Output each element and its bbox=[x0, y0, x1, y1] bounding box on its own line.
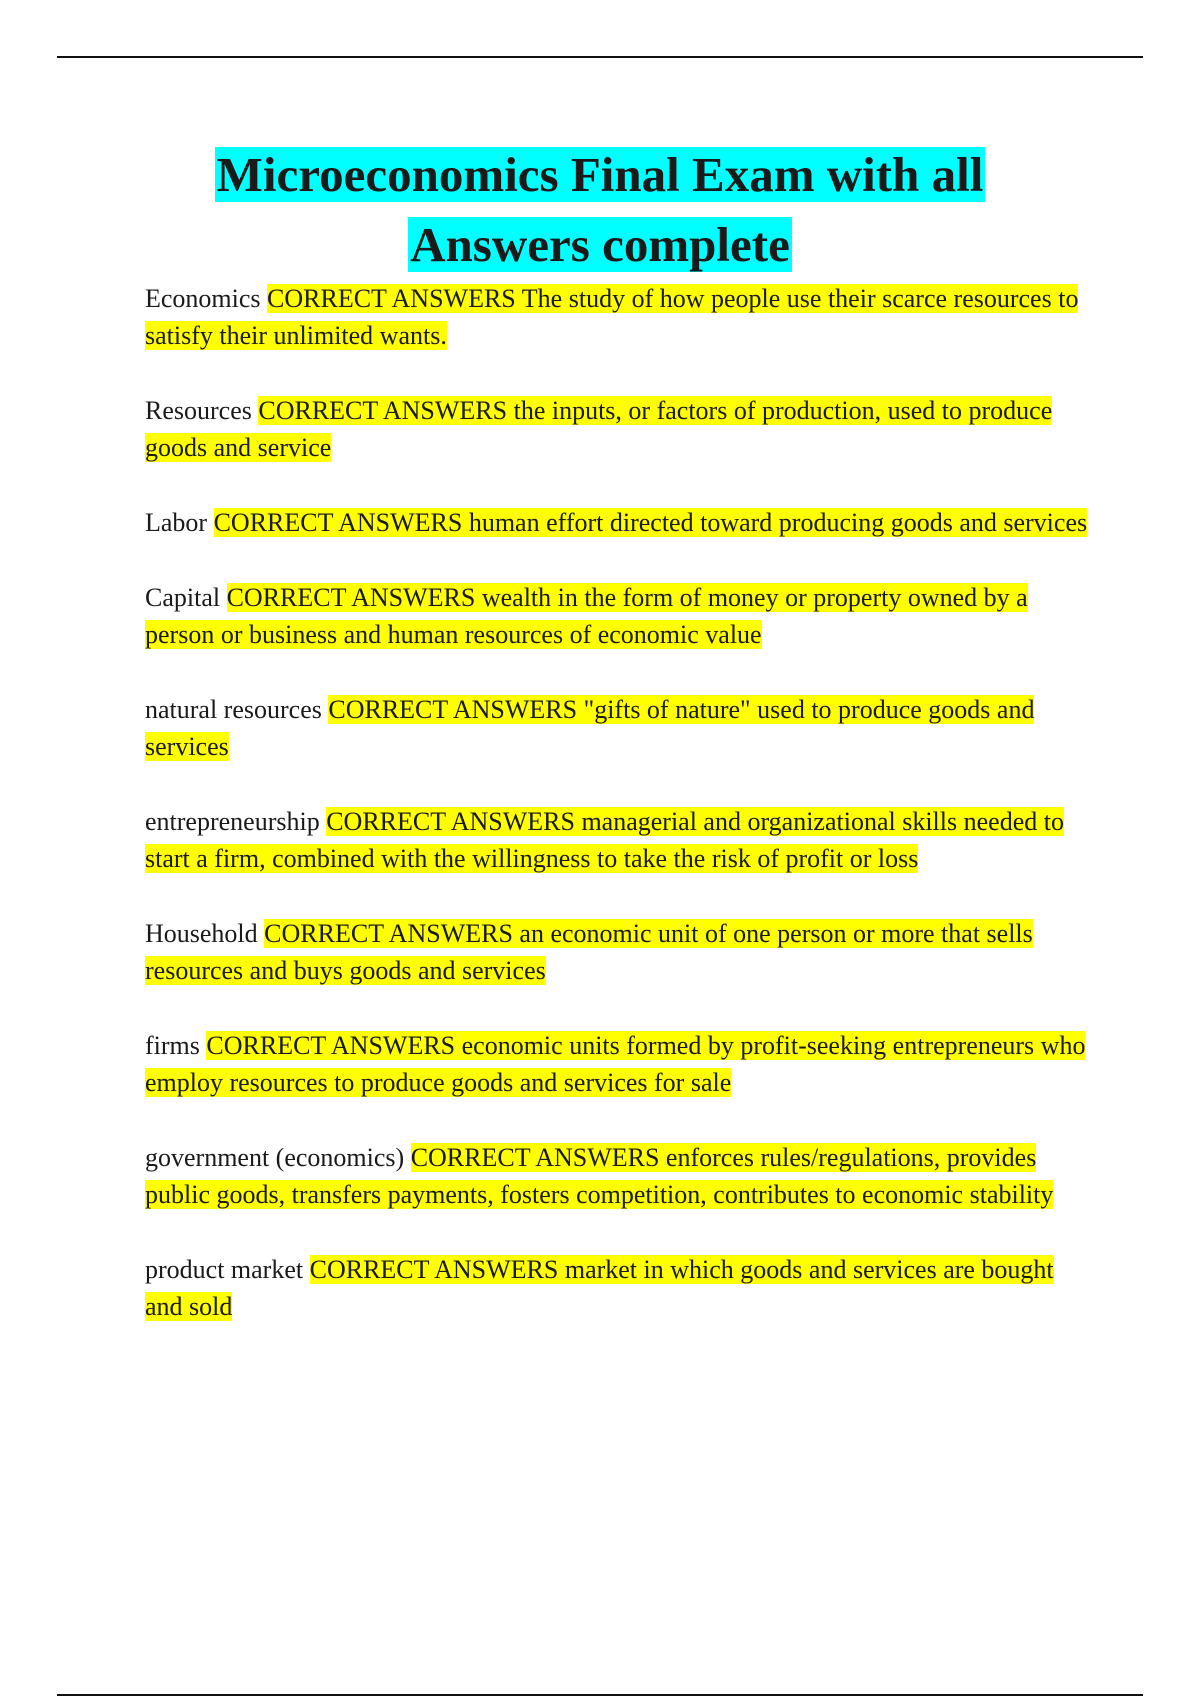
entry-term: government (economics) bbox=[145, 1143, 405, 1172]
entry-answer: CORRECT ANSWERS managerial and organizational skills needed to start a firm, combined with the willingness to take the risk of profit or loss bbox=[145, 807, 1064, 873]
entry-term: Capital bbox=[145, 583, 221, 612]
header-rule bbox=[57, 56, 1143, 58]
entry-term: firms bbox=[145, 1031, 200, 1060]
entry-term: Labor bbox=[145, 508, 208, 537]
entry-answer: CORRECT ANSWERS The study of how people use their scarce resources to satisfy their unlimited wants. bbox=[145, 284, 1079, 350]
entry-answer: CORRECT ANSWERS economic units formed by profit-seeking entrepreneurs who employ resources to produce goods and services for sale bbox=[145, 1031, 1086, 1097]
flashcard-entry bbox=[145, 1139, 1090, 1213]
flashcard-entry bbox=[145, 392, 1090, 466]
entry-term: Resources bbox=[145, 396, 252, 425]
entry-answer: CORRECT ANSWERS market in which goods and services are bought and sold bbox=[145, 1255, 1054, 1321]
title-line-1: Microeconomics Final Exam with all bbox=[216, 147, 984, 202]
entry-answer: CORRECT ANSWERS an economic unit of one person or more that sells resources and buys goods and services bbox=[145, 919, 1033, 985]
document-title bbox=[100, 140, 1100, 280]
entry-term: Economics bbox=[145, 284, 261, 313]
flashcard-entry bbox=[145, 280, 1090, 354]
flashcard-entry bbox=[145, 1251, 1090, 1325]
entry-term: entrepreneurship bbox=[145, 807, 320, 836]
flashcard-entry bbox=[145, 1027, 1090, 1101]
footer-rule bbox=[57, 1694, 1143, 1696]
flashcard-list bbox=[145, 280, 1090, 1363]
entry-answer: CORRECT ANSWERS enforces rules/regulations, provides public goods, transfers payments, fosters competition, contributes to economic stability bbox=[145, 1143, 1054, 1209]
entry-answer: CORRECT ANSWERS human effort directed toward producing goods and services bbox=[213, 508, 1088, 537]
flashcard-entry bbox=[145, 803, 1090, 877]
title-line-2: Answers complete bbox=[410, 217, 790, 272]
flashcard-entry bbox=[145, 691, 1090, 765]
entry-answer: CORRECT ANSWERS wealth in the form of money or property owned by a person or business and human resources of economic value bbox=[145, 583, 1028, 649]
flashcard-entry bbox=[145, 579, 1090, 653]
entry-answer: CORRECT ANSWERS the inputs, or factors of production, used to produce goods and service bbox=[145, 396, 1053, 462]
entry-term: product market bbox=[145, 1255, 304, 1284]
flashcard-entry bbox=[145, 504, 1090, 541]
flashcard-entry bbox=[145, 915, 1090, 989]
entry-term: natural resources bbox=[145, 695, 322, 724]
entry-term: Household bbox=[145, 919, 258, 948]
entry-answer: CORRECT ANSWERS "gifts of nature" used to produce goods and services bbox=[145, 695, 1035, 761]
